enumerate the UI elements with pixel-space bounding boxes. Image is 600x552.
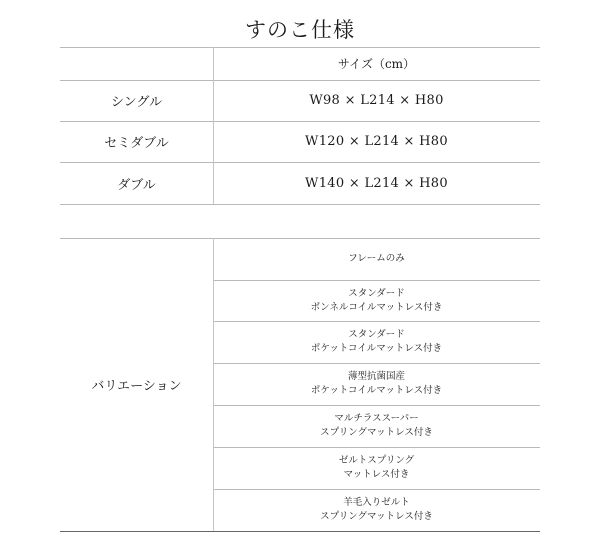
variation-item <box>213 489 540 531</box>
size-row-label: ダブル <box>117 177 156 193</box>
variation-line: スプリングマットレス付き <box>320 427 433 438</box>
variation-item <box>213 363 540 405</box>
variation-line: スタンダード <box>348 329 405 340</box>
size-row-value: W140 × L214 × H80 <box>305 175 448 191</box>
variation-item <box>213 280 540 321</box>
variation-item <box>213 447 540 489</box>
variation-line: フレームのみ <box>348 253 405 264</box>
variation-label: バリエーション <box>91 379 182 394</box>
variation-item <box>213 405 540 447</box>
variation-line: ゼルトスプリング <box>338 455 415 466</box>
page-title: すのこ仕様 <box>245 18 355 42</box>
size-row-label: セミダブル <box>104 136 169 151</box>
size-row-value: W98 × L214 × H80 <box>309 93 444 108</box>
size-row-value: W120 × L214 × H80 <box>305 134 448 149</box>
variation-line: ポケットコイルマットレス付き <box>310 343 443 354</box>
variation-line: スプリングマットレス付き <box>320 511 433 522</box>
size-column-header: サイズ（cm） <box>337 57 416 71</box>
size-row-label: シングル <box>110 95 163 110</box>
variation-line: マットレス付き <box>343 469 410 480</box>
table-rule <box>60 204 540 205</box>
table-bottom-rule <box>60 531 540 532</box>
variation-line: 羊毛入りゼルト <box>343 497 410 508</box>
variation-line: スタンダード <box>348 287 405 299</box>
variation-item <box>213 321 540 363</box>
variation-line: ボンネルコイルマットレス付き <box>310 301 443 313</box>
variation-item <box>213 238 540 280</box>
variation-line: 薄型抗菌国産 <box>347 371 405 382</box>
variation-line: マルチラススーパー <box>334 413 419 424</box>
variation-line: ポケットコイルマットレス付き <box>310 385 443 396</box>
